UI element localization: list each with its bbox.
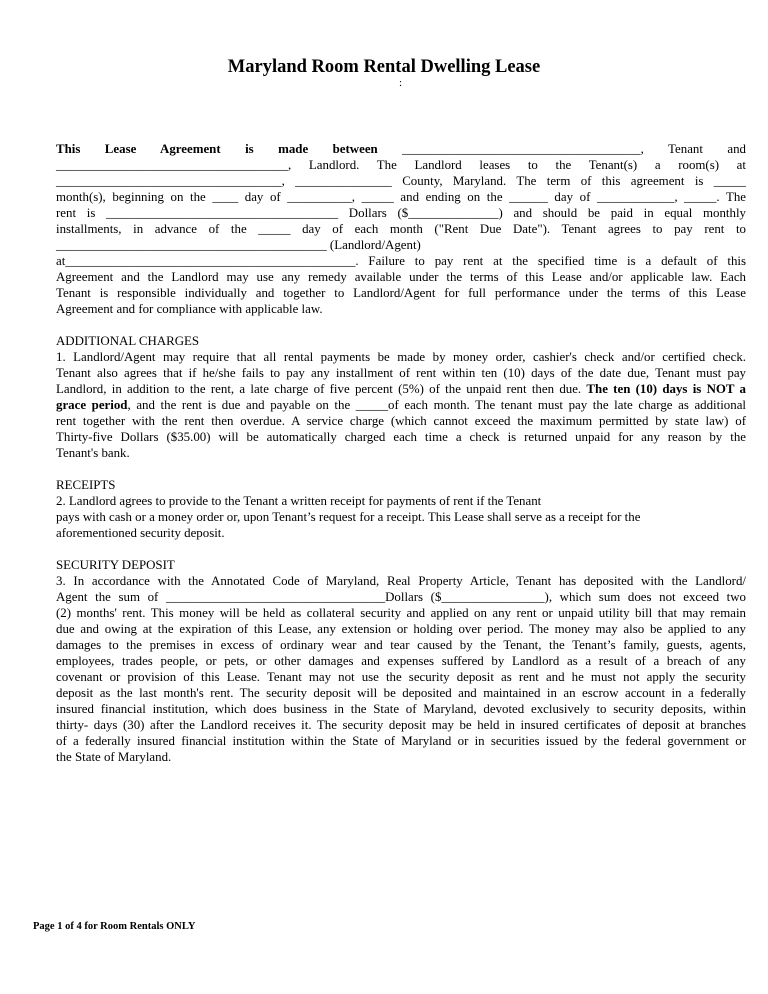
paragraph-line: due and owing at the expiration of this Lease, any extension or holding over period. The money may also be applied to any xyxy=(56,622,746,636)
intro-line: rent is ____________________________________ Dollars ($______________) and should be paid in equal monthly xyxy=(56,206,746,220)
paragraph-line: rent together with the rent then overdue. A service charge (which cannot exceed the maximum permitted by state law) of xyxy=(56,414,746,428)
intro-line: Agreement and the Landlord may use any remedy available under the terms of this Lease and/or applicable law. Each xyxy=(56,270,746,284)
paragraph-line: 2. Landlord agrees to provide to the Tenant a written receipt for payments of rent if the Tenant xyxy=(56,494,542,508)
security-deposit-paragraph xyxy=(56,573,746,765)
grace-period-term: grace period xyxy=(56,398,128,412)
paragraph-line: Tenant also agrees that if he/she fails to pay any installment of rent within ten (10) days of the date due, Tenant must pay xyxy=(56,366,746,380)
intro-line-rest: _____________________________________, Tenant and xyxy=(377,142,746,156)
grace-period-notice: The ten (10) days is NOT a xyxy=(586,382,746,396)
paragraph-line: of a federally insured financial institution within the State of Maryland or in securities issued by the federal government or xyxy=(56,734,746,748)
page-footer: Page 1 of 4 for Room Rentals ONLY xyxy=(33,921,196,932)
lease-body xyxy=(56,141,746,765)
paragraph-line: 1. Landlord/Agent may require that all rental payments be made by money order, cashier's check and/or certified check. xyxy=(56,350,746,364)
intro-line: installments, in advance of the _____ day of each month ("Rent Due Date"). Tenant agrees to pay rent to xyxy=(56,222,746,236)
intro-line: at_____________________________________________. Failure to pay rent at the specified time is a default of this xyxy=(56,254,746,268)
paragraph-text: , and the rent is due and payable on the _____of each month. The tenant must pay the late charge as additional xyxy=(127,398,746,412)
section-heading-receipts: RECEIPTS xyxy=(56,478,116,492)
paragraph-line: Tenant's bank. xyxy=(56,446,130,460)
paragraph-line: aforementioned security deposit. xyxy=(56,526,225,540)
paragraph-line: thirty- days (30) after the Landlord receives it. The security deposit may be held in insured certificates of deposit at branches xyxy=(56,718,746,732)
paragraph-line: the State of Maryland. xyxy=(56,750,172,764)
document-title: Maryland Room Rental Dwelling Lease xyxy=(227,57,541,77)
paragraph-line xyxy=(56,397,746,413)
intro-line xyxy=(56,141,746,157)
receipts-paragraph xyxy=(56,493,746,541)
paragraph-line: Agent the sum of __________________________________Dollars ($________________), which sum does not exceed two xyxy=(56,590,746,604)
paragraph-line: covenant or provision of this Lease. Tenant may not use the security deposit as rent and he must not apply the security xyxy=(56,670,746,684)
paragraph-line: 3. In accordance with the Annotated Code of Maryland, Real Property Article, Tenant has deposited with the Landlord/ xyxy=(56,574,746,588)
intro-lead: This Lease Agreement is made between xyxy=(56,142,378,156)
paragraph-line: damages to the premises in excess of ordinary wear and tear caused by the Tenant, the Tenant’s family, guests, agents, xyxy=(56,638,746,652)
intro-line: Agreement and for compliance with applicable law. xyxy=(56,302,323,316)
paragraph-line: (2) months' rent. This money will be held as collateral security and applied on any rent or unpaid utility bill that may remain xyxy=(56,606,746,620)
subtitle-mark: : xyxy=(399,77,403,89)
additional-charges-paragraph xyxy=(56,349,746,461)
section-heading-security-deposit: SECURITY DEPOSIT xyxy=(56,558,175,572)
paragraph-line: employees, trades people, or pets, or other damages and expenses suffered by Landlord as a result of a breach of any xyxy=(56,654,746,668)
paragraph-line: pays with cash or a money order or, upon Tenant’s request for a receipt. This Lease shall serve as a receipt for the xyxy=(56,510,641,524)
intro-paragraph xyxy=(56,141,746,317)
paragraph-line: insured financial institution, which does business in the State of Maryland, devoted exclusively to security deposits, within xyxy=(56,702,746,716)
intro-line: ____________________________________, Landlord. The Landlord leases to the Tenant(s) a room(s) at xyxy=(56,158,746,172)
intro-line: Tenant is responsible individually and together to Landlord/Agent for full performance under the terms of this Lease xyxy=(56,286,746,300)
intro-line: ___________________________________, _______________ County, Maryland. The term of this agreement is _____ xyxy=(56,174,746,188)
intro-line: month(s), beginning on the ____ day of __________, _____ and ending on the ______ day of ____________, _____. The xyxy=(56,190,746,204)
paragraph-line xyxy=(56,381,746,397)
intro-line: __________________________________________ (Landlord/Agent) xyxy=(56,238,421,252)
paragraph-line: Thirty-five Dollars ($35.00) will be automatically charged each time a check is returned unpaid for any reason by the xyxy=(56,430,746,444)
paragraph-text: Landlord, in addition to the rent, a late charge of five percent (5%) of the unpaid rent then due. xyxy=(56,382,587,396)
paragraph-line: deposit as the last month's rent. The security deposit will be deposited and maintained in an escrow account in a federally xyxy=(56,686,746,700)
section-heading-additional-charges: ADDITIONAL CHARGES xyxy=(56,334,200,348)
